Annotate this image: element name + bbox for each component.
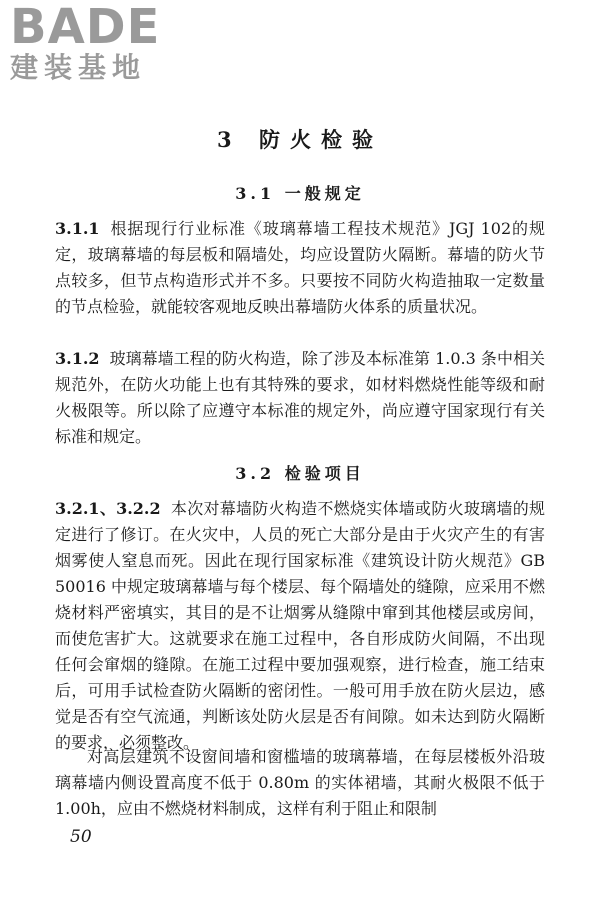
chapter-title: 3 防火检验 xyxy=(217,127,383,152)
paragraph-3-1-2 xyxy=(55,346,545,450)
paragraph-continuation xyxy=(55,744,545,822)
clause-number: 3.1.2 xyxy=(55,349,100,368)
section-title-3-2: 3.2 检验项目 xyxy=(235,464,365,483)
clause-text: 本次对幕墙防火构造不燃烧实体墙或防火玻璃墙的规定进行了修订。在火灾中，人员的死亡大部分是由于火灾产生的有害烟雾使人窒息而死。因此在现行国家标准《建筑设计防火规范》GB 50016 中规定玻璃幕墙与每个楼层、每个隔墙处的缝隙，应采用不燃烧材料严密填实，其目的是不让烟雾从缝隙中窜到其他楼层或房间，而使危害扩大。这就要求在施工过程中，各自形成防火间隔，不出现任何会窜烟的缝隙。在施工过程中要加强观察，进行检查，施工结束后，可用手试检查防火隔断的密闭性。一般可用手放在防火层边，感觉是否有空气流通，判断该处防火层是否有间隙。如未达到防火隔断的要求，必须整改。 xyxy=(55,499,545,752)
page-number: 50 xyxy=(70,827,92,847)
logo xyxy=(10,0,180,84)
clause-text: 玻璃幕墙工程的防火构造，除了涉及本标准第 1.0.3 条中相关规范外，在防火功能上也有其特殊的要求，如材料燃烧性能等级和耐火极限等。所以除了应遵守本标准的规定外，尚应遵守国家现行有关标准和规定。 xyxy=(55,349,545,446)
logo-wordmark: BADE xyxy=(10,0,161,55)
logo-subtitle: 建装基地 xyxy=(10,51,147,84)
section-title-3-1: 3.1 一般规定 xyxy=(235,184,365,203)
paragraph-text: 对高层建筑不设窗间墙和窗槛墙的玻璃幕墙，在每层楼板外沿玻璃幕墙内侧设置高度不低于 0.80m 的实体裙墙，其耐火极限不低于 1.00h，应由不燃烧材料制成，这样有利于阻止和限制 xyxy=(55,747,545,818)
clause-text: 根据现行行业标准《玻璃幕墙工程技术规范》JGJ 102的规定，玻璃幕墙的每层板和隔墙处，均应设置防火隔断。幕墙的防火节点较多，但节点构造形式并不多。只要按不同防火构造抽取一定数量的节点检验，就能较客观地反映出幕墙防火体系的质量状况。 xyxy=(55,219,545,316)
clause-number: 3.1.1 xyxy=(55,219,100,238)
paragraph-3-2-1 xyxy=(55,496,545,756)
paragraph-3-1-1 xyxy=(55,216,545,320)
clause-number: 3.2.1、3.2.2 xyxy=(55,499,161,518)
